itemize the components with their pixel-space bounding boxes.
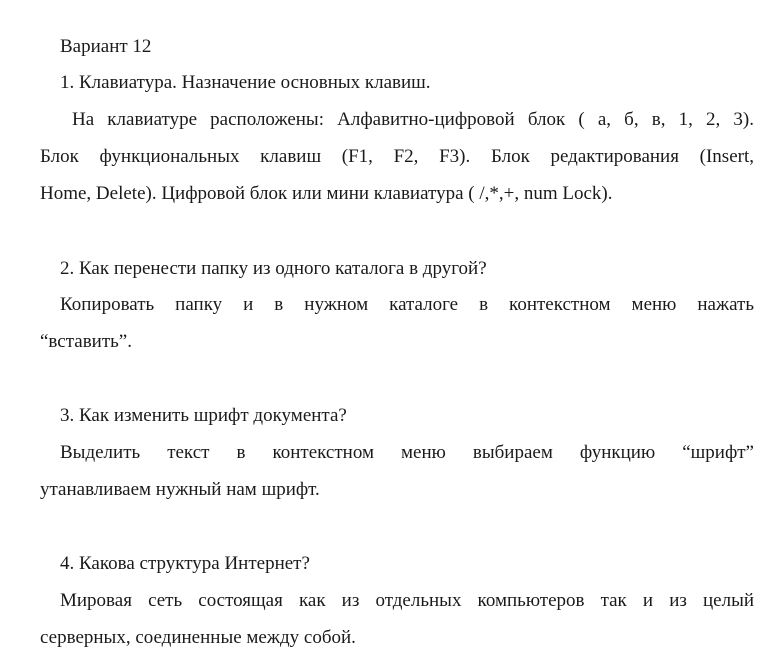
question-1: 1. Клавиатура. Назначение основных клавиш. xyxy=(60,72,431,93)
answer-3-line-1: Выделить текст в контекстном меню выбираем функцию “шрифт” xyxy=(60,442,754,463)
answer-2-line-2: “вставить”. xyxy=(40,331,132,352)
answer-4-line-2: серверных, соединенные между собой. xyxy=(40,627,356,648)
answer-1-line-1: На клавиатуре расположены: Алфавитно-цифровой блок ( а, б, в, 1, 2, 3). xyxy=(72,109,754,130)
answer-2-line-1: Копировать папку и в нужном каталоге в контекстном меню нажать xyxy=(60,294,754,315)
answer-1-line-2: Блок функциональных клавиш (F1, F2, F3). Блок редактирования (Insert, xyxy=(40,146,754,167)
answer-1-line-3: Home, Delete). Цифровой блок или мини клавиатура ( /,*,+, num Lock). xyxy=(40,183,613,204)
question-4: 4. Какова структура Интернет? xyxy=(60,553,310,574)
question-2: 2. Как перенести папку из одного каталога в другой? xyxy=(60,258,487,279)
question-3: 3. Как изменить шрифт документа? xyxy=(60,405,347,426)
answer-4-line-1: Мировая сеть состоящая как из отдельных компьютеров так и из целый xyxy=(60,590,754,611)
answer-3-line-2: утанавливаем нужный нам шрифт. xyxy=(40,479,320,500)
variant-title: Вариант 12 xyxy=(60,36,152,57)
